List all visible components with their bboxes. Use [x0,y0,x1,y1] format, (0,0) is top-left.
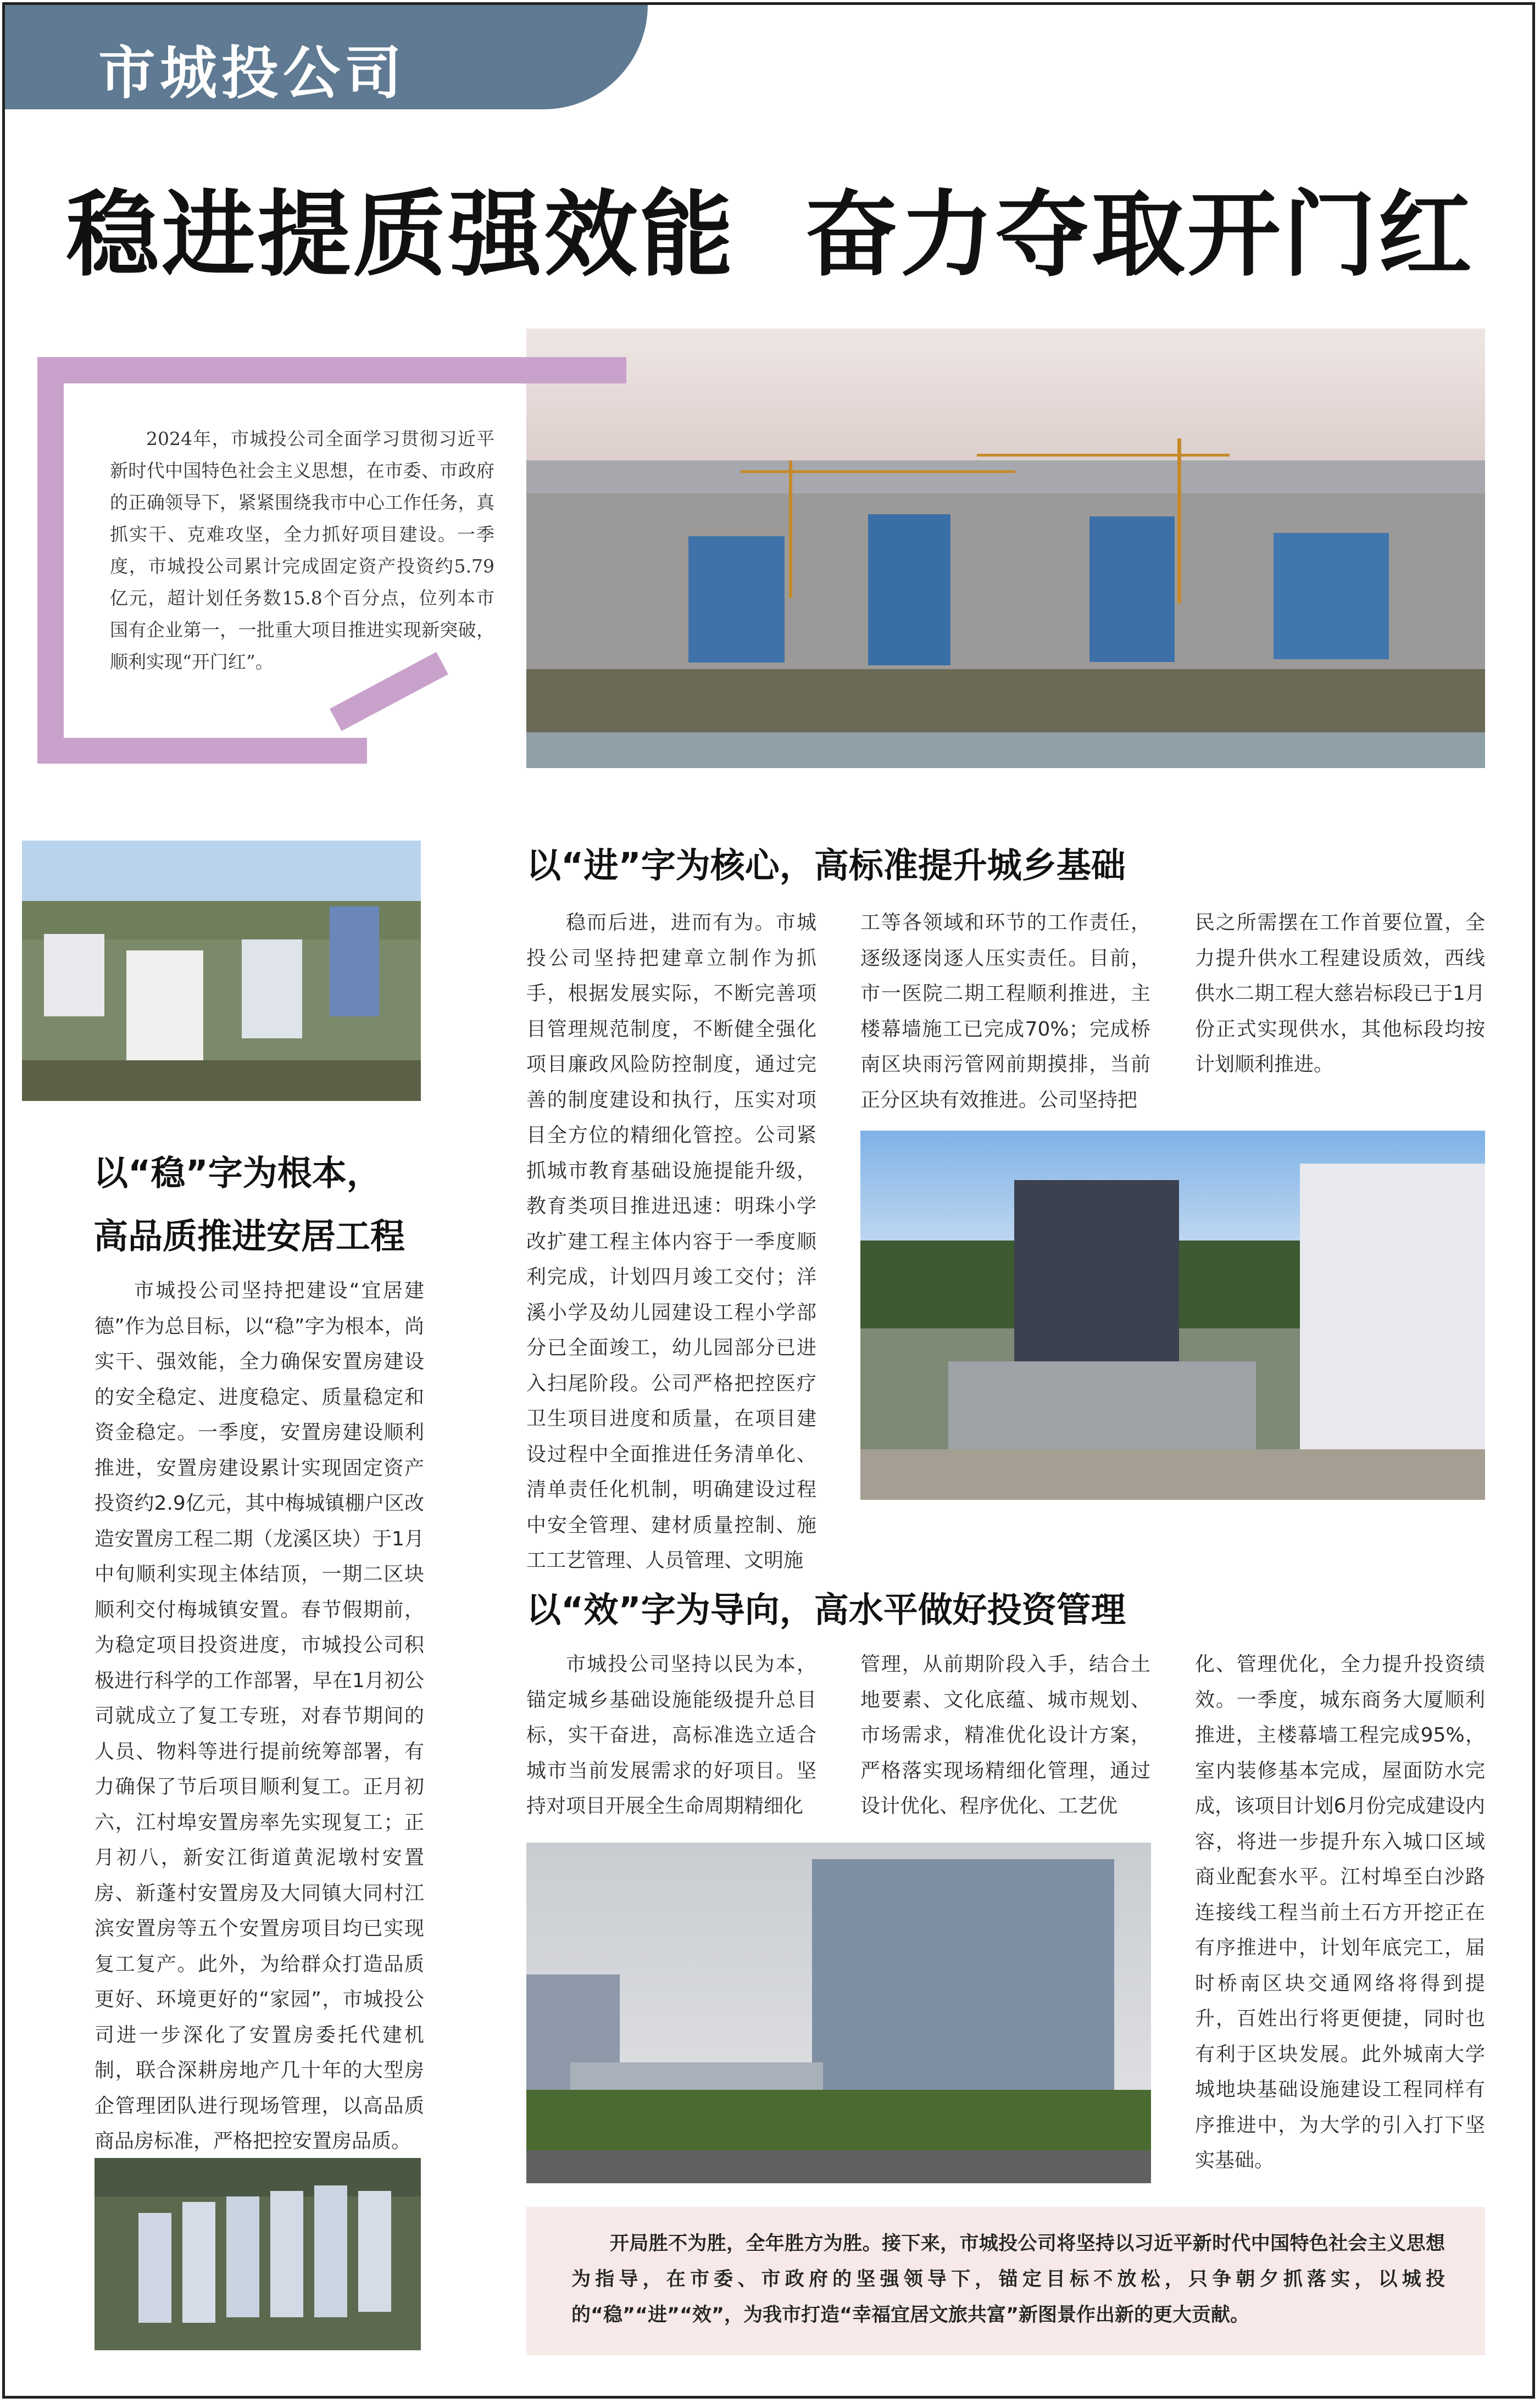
section-jin-col1: 稳而后进，进而有为。市城投公司坚持把建章立制作为抓手，根据发展实际，不断完善项目管理规范制度，不断健全强化项目廉政风险防控制度，通过完善的制度建设和执行，压实对项目全方位的精细化管控。公司紧抓城市教育基础设施提能升级，教育类项目推进迅速：明珠小学改扩建工程主体内容于一季度顺利完成，计划四月竣工交付；洋溪小学及幼儿园建设工程小学部分已全面竣工，幼儿园部分已进入扫尾阶段。公司严格把控医疗卫生项目进度和质量，在项目建设过程中全面推进任务清单化、清单责任化机制，明确建设过程中安全管理、建材质量控制、施工工艺管理、人员管理、文明施 [526,911,816,1572]
section-jin-col3: 民之所需摆在工作首要位置，全力提升供水工程建设质效，西线供水二期工程大慈岩标段已于1月份正式实现供水，其他标段均按计划顺利推进。 [1195,911,1485,1076]
photo-resettlement-housing [22,841,421,1101]
company-name: 市城投公司 [98,40,407,107]
section-wen-title-line2: 高品质推进安居工程 [93,1216,405,1256]
section-xiao-col1: 市城投公司坚持以民为本，锚定城乡基础设施能级提升总目标，实干奋进，高标准选立适合城市当前发展需求的好项目。坚持对项目开展全生命周期精细化 [526,1653,816,1817]
photo-hospital [860,1131,1485,1500]
section-wen-body: 市城投公司坚持把建设“宜居建德”作为总目标，以“稳”字为根本，尚实干、强效能，全力确保安置房建设的安全稳定、进度稳定、质量稳定和资金稳定。一季度，安置房建设顺利推进，安置房建设累计实现固定资产投资约2.9亿元，其中梅城镇棚户区改造安置房工程二期（龙溪区块）于1月中旬顺利实现主体结顶，一期二区块顺利交付梅城镇安置。春节假期前，为稳定项目投资进度，市城投公司积极进行科学的工作部署，早在1月初公司就成立了复工专班，对春节期间的人员、物料等进行提前统筹部署，有力确保了节后项目顺利复工。正月初六，江村埠安置房率先实现复工；正月初八，新安江街道黄泥墩村安置房、新蓬村安置房及大同镇大同村江滨安置房等五个安置房项目均已实现复工复产。此外，为给群众打造品质更好、环境更好的“家园”，市城投公司进一步深化了安置房委托代建机制，联合深耕房地产几十年的大型房企管理团队进行现场管理，以高品质商品房标准，严格把控安置房品质。 [94,1280,424,2152]
section-xiao-col3: 化、管理优化，全力提升投资绩效。一季度，城东商务大厦顺利推进，主楼幕墙工程完成95%，室内装修基本完成，屋面防水完成，该项目计划6月份完成建设内容，将进一步提升东入城口区域商业配套水平。江村埠至白沙路连接线工程当前土石方开挖正在有序推进中，计划年底完工，届时桥南区块交通网络将得到提升，百姓出行将更便捷，同时也有利于区块发展。此外城南大学城地块基础设施建设工程同样有序推进中，为大学的引入打下坚实基础。 [1195,1653,1485,2172]
section-jin-col2: 工等各领域和环节的工作责任，逐级逐岗逐人压实责任。目前，市一医院二期工程顺利推进，主楼幕墙施工已完成70%；完成桥南区块雨污管网前期摸排，当前正分区块有效推进。公司坚持把 [860,911,1150,1111]
photo-construction-site [526,329,1485,768]
intro-frame-bottom [37,738,367,764]
closing-paragraph: 开局胜不为胜，全年胜方为胜。接下来，市城投公司将坚持以习近平新时代中国特色社会主义思想为指导，在市委、市政府的坚强领导下，锚定目标不放松，只争朝夕抓落实，以城投的“稳”“进”“效”，为我市打造“幸福宜居文旅共富”新图景作出新的更大贡献。 [571,2233,1445,2326]
intro-frame-left [37,357,64,764]
photo-business-tower [526,1843,1151,2183]
section-xiao-col2: 管理，从前期阶段入手，结合土地要素、文化底蕴、城市规划、市场需求，精准优化设计方案，严格落实现场精细化管理，通过设计优化、程序优化、工艺优 [860,1653,1150,1817]
company-tab [5,5,648,109]
section-wen-title-line1: 以“稳”字为根本， [93,1153,381,1193]
photo-aerial-housing [94,2158,421,2350]
intro-paragraph: 2024年，市城投公司全面学习贯彻习近平新时代中国特色社会主义思想，在市委、市政府的正确领导下，紧紧围绕我市中心工作任务，真抓实干、克难攻坚，全力抓好项目建设。一季度，市城投公司累计完成固定资产投资约5.79亿元，超计划任务数15.8个百分点，位列本市国有企业第一，一批重大项目推进实现新突破，顺利实现“开门红”。 [110,428,494,672]
intro-frame [37,357,626,383]
section-xiao-title: 以“效”字为导向，高水平做好投资管理 [526,1590,1126,1630]
page-headline: 稳进提质强效能 奋力夺取开门红 [66,181,1474,290]
section-jin-title: 以“进”字为核心，高标准提升城乡基础 [526,846,1126,886]
